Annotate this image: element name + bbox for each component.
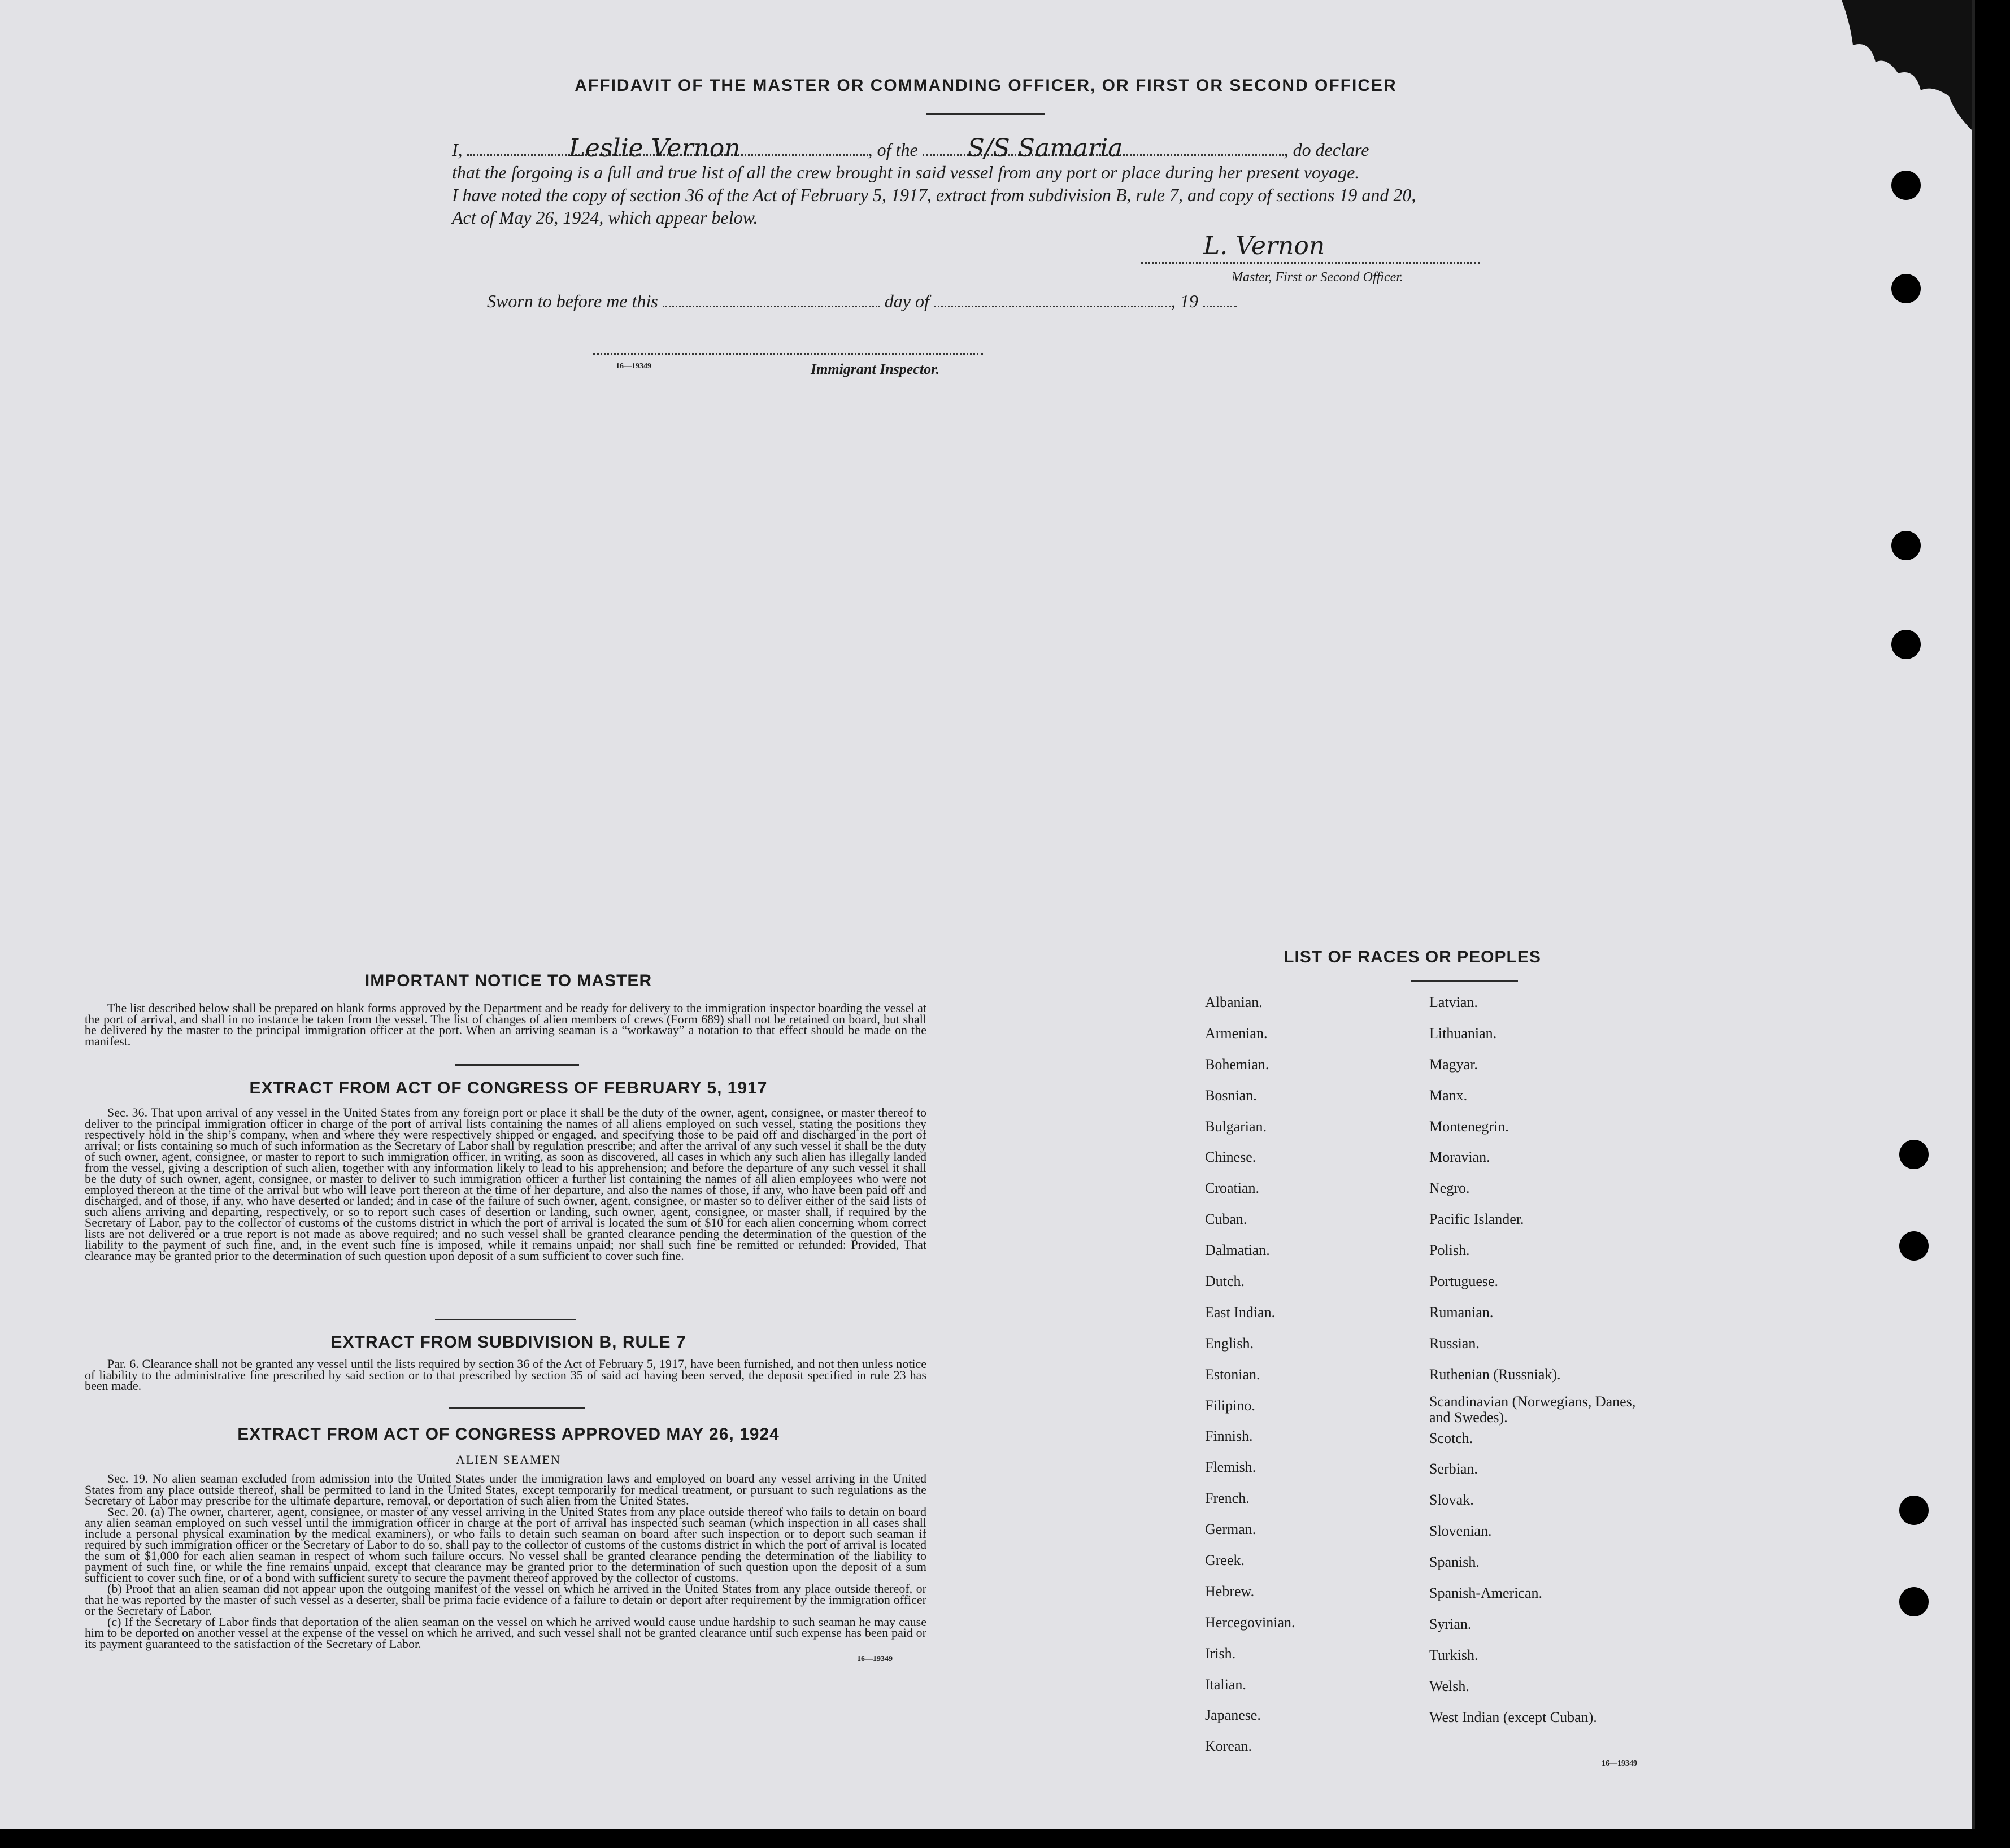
race-item: Russian. — [1429, 1335, 1480, 1352]
race-item: West Indian (except Cuban). — [1429, 1708, 1597, 1725]
sworn-year-field[interactable] — [1203, 306, 1237, 307]
section-divider — [449, 1407, 585, 1409]
race-item: Bulgarian. — [1205, 1118, 1267, 1135]
form-number: 16—19349 — [1602, 1759, 1637, 1768]
race-item: Polish. — [1429, 1242, 1470, 1259]
declaration-line-2: that the forgoing is a full and true list of all the crew brought in said vessel from any port or place during her present voyage. — [452, 162, 1360, 182]
master-name-handwritten: Leslie Vernon — [568, 134, 741, 163]
races-title: LIST OF RACES OR PEOPLES — [1284, 948, 1541, 966]
race-item: German. — [1205, 1521, 1256, 1538]
race-item: Portuguese. — [1429, 1273, 1499, 1290]
race-item: Rumanian. — [1429, 1304, 1494, 1320]
of-the-label: , of the — [868, 140, 918, 160]
race-item: Pacific Islander. — [1429, 1211, 1524, 1228]
inspector-caption: Immigrant Inspector. — [811, 361, 940, 377]
races-left-column — [1205, 994, 1295, 1769]
race-item: Magyar. — [1429, 1056, 1478, 1073]
race-item: Spanish-American. — [1429, 1585, 1543, 1602]
extract-rule7-title: EXTRACT FROM SUBDIVISION B, RULE 7 — [330, 1333, 686, 1352]
race-item: French. — [1205, 1490, 1250, 1507]
punch-hole — [1899, 1140, 1929, 1169]
form-number: 16—19349 — [616, 362, 651, 371]
race-item: Turkish. — [1429, 1646, 1478, 1663]
race-item: Slovenian. — [1429, 1523, 1492, 1540]
race-item: Cuban. — [1205, 1211, 1247, 1228]
punch-hole — [1899, 1231, 1929, 1261]
race-item: Flemish. — [1205, 1459, 1256, 1476]
race-item: Estonian. — [1205, 1366, 1260, 1383]
race-item: Bosnian. — [1205, 1087, 1257, 1104]
torn-corner — [1819, 0, 1972, 136]
section-divider — [455, 1064, 579, 1066]
race-item: Japanese. — [1205, 1707, 1261, 1724]
race-item: Korean. — [1205, 1738, 1252, 1755]
affidavit-title: AFFIDAVIT OF THE MASTER OR COMMANDING OFFICER, OR FIRST OR SECOND OFFICER — [575, 76, 1397, 95]
sec20b-paragraph: (b) Proof that an alien seaman did not appear upon the outgoing manifest of the vessel on which he arrived in the United States from any place outside thereof, or that he was reported by the master of such vessel as a deserter, shall be prima facie evidence of a failure to detain or deport after requirement by the immigration officer or the Secretary of Labor. — [85, 1581, 926, 1618]
declaration-line-4: Act of May 26, 1924, which appear below. — [452, 207, 758, 228]
race-item: Dalmatian. — [1205, 1242, 1270, 1259]
master-name-field[interactable] — [467, 134, 868, 163]
race-item: Montenegrin. — [1429, 1118, 1509, 1135]
punch-hole — [1891, 171, 1921, 200]
race-item: Italian. — [1205, 1676, 1246, 1693]
race-item: Ruthenian (Russniak). — [1429, 1366, 1561, 1383]
extract-1917-title: EXTRACT FROM ACT OF CONGRESS OF FEBRUARY 5, 1917 — [249, 1079, 768, 1097]
race-item: Filipino. — [1205, 1397, 1255, 1414]
race-item: Serbian. — [1429, 1461, 1478, 1477]
sec20a-paragraph: Sec. 20. (a) The owner, charterer, agent, consignee, or master of any vessel arriving in the United States from any place outside thereof who fails to detain on board any alien seaman employed on such vessel until the immigration officer in charge at the port of arrival has inspected such seaman (which inspection in all cases shall include a personal physical examination by the medical examiners), or who fails to detain such seaman on board after such inspection or to deport such seaman if required by such immigration officer or the Secretary of Labor to do so, shall pay to the collector of customs of the customs district in which the port of arrival is located the sum of $1,000 for each alien seaman in respect of whom such failure occurs. No vessel shall be granted clearance pending the determination of the liability to payment of such fine, or while the fine remains unpaid, except that clearance may be granted prior to the determination of such question upon the deposit of a sum sufficient to cover such fine, or of a bond with sufficient surety to secure the payment thereof approved by the collector of customs. — [85, 1504, 926, 1585]
sworn-line — [487, 291, 1237, 312]
declaration-line-1 — [452, 134, 1525, 163]
races-right-column — [1429, 994, 1644, 1740]
sec19-paragraph: Sec. 19. No alien seaman excluded from admission into the United States under the immigration laws and employed on board any vessel arriving in the United States from any place outside thereof, shall be permitted to land in the United States, except temporarily for medical treatment, or pursuant to such regulations as the Secretary of Labor may prescribe for the ultimate departure, removal, or deportation of such alien from the United States. — [85, 1471, 926, 1507]
punch-hole — [1891, 531, 1921, 560]
race-item: Hercegovinian. — [1205, 1614, 1295, 1631]
race-item: Greek. — [1205, 1552, 1245, 1569]
title-divider — [926, 113, 1045, 115]
race-item: Hebrew. — [1205, 1583, 1255, 1599]
race-item: Syrian. — [1429, 1615, 1472, 1632]
year-prefix: , 19 — [1171, 291, 1198, 311]
declaration-block — [452, 134, 1525, 229]
extract-1924-title: EXTRACT FROM ACT OF CONGRESS APPROVED MAY 26, 1924 — [237, 1425, 780, 1444]
inspector-signature-block — [593, 343, 989, 378]
race-item: Irish. — [1205, 1645, 1236, 1662]
race-item: Chinese. — [1205, 1149, 1256, 1166]
alien-seamen-subtitle: ALIEN SEAMEN — [456, 1453, 561, 1467]
race-item: Scotch. — [1429, 1429, 1473, 1446]
section-divider — [435, 1319, 576, 1320]
race-item: Finnish. — [1205, 1428, 1253, 1445]
race-item: Lithuanian. — [1429, 1025, 1497, 1041]
race-item: Spanish. — [1429, 1554, 1480, 1571]
punch-hole — [1899, 1496, 1929, 1525]
race-item: Croatian. — [1205, 1180, 1260, 1197]
race-item: Welsh. — [1429, 1677, 1469, 1694]
sworn-month-field[interactable] — [934, 306, 1171, 307]
punch-hole — [1891, 630, 1921, 659]
signature-caption: Master, First or Second Officer. — [1232, 270, 1403, 285]
race-item: Albanian. — [1205, 994, 1263, 1010]
race-item: Manx. — [1429, 1087, 1468, 1104]
sec20c-paragraph: (c) If the Secretary of Labor finds that deportation of the alien seaman on the vessel on which he arrived would cause undue hardship to such seaman he may cause him to be deported on another vessel at the expense of the vessel on which he arrived, and such vessel shall not be granted clearance until such expense has been paid or its payment guaranteed to the satisfaction of the Secretary of Labor. — [85, 1614, 926, 1651]
punch-hole — [1891, 274, 1921, 303]
declaration-intro: I, — [452, 140, 463, 160]
form-number: 16—19349 — [857, 1655, 893, 1663]
extract-1917-text — [85, 1107, 926, 1261]
race-item: East Indian. — [1205, 1304, 1276, 1320]
extract-1924-text — [85, 1473, 926, 1665]
extract-1917-paragraph: Sec. 36. That upon arrival of any vessel in the United States from any foreign port or place it shall be the duty of the owner, agent, consignee, or master thereof to deliver to the principal immigration officer in charge of the port of arrival lists containing the names of all aliens employed on such vessel, stating the positions they respectively hold in the ship’s company, when and where they were respectively shipped or engaged, and specifying those to be paid off and discharged in the port of arrival; or lists containing so much of such information as the Secretary of Labor shall by regulation prescribe; and after the arrival of any such vessel it shall be the duty of such owner, agent, consignee, or master to report to such immigration officer, in writing, as soon as discovered, all cases in which any such alien has illegally landed from the vessel, giving a description of such alien, together with any information likely to lead to his apprehension; and before the departure of any such vessel it shall be the duty of such owner, agent, consignee, or master to deliver to such immigration officer a further list containing the names of all alien employees who were not employed thereon at the time of the arrival but who will leave port thereon at the time of her departure, and also the names of those, if any, who have been paid off and discharged, and of those, if any, who have deserted or landed; and in case of the failure of such owner, agent, consignee, or master so to deliver either of the said lists of such aliens arriving and departing, respectively, or so to report such cases of desertion or landing, such owner, agent, consignee, or master shall, if required by the Secretary of Labor, pay to the collector of customs of the customs district in which the port of arrival is located the sum of $10 for each alien concerning whom correct lists are not delivered or a true report is not made as above required; and no such vessel shall be granted clearance pending the determination of the question of the liability to the payment of such fine, and, in the event such fine is imposed, while it remains unpaid; nor shall such fine be remitted or refunded: Provided, That clearance may be granted prior to the determination of such question upon deposit of a sum sufficient to cover such fine. — [85, 1105, 926, 1263]
race-item: Dutch. — [1205, 1273, 1245, 1290]
punch-hole — [1899, 1587, 1929, 1616]
notice-text — [85, 1003, 926, 1047]
extract-rule7-paragraph: Par. 6. Clearance shall not be granted any vessel until the lists required by section 36 of the Act of February 5, 1917, have been furnished, and not then unless notice of liability to the administrative fine prescribed by said section or to that prescribed by section 35 of said act having been served, the deposit specified in rule 23 has been made. — [85, 1357, 926, 1393]
declaration-line-3: I have noted the copy of section 36 of the Act of February 5, 1917, extract from subdivision B, rule 7, and copy of sections 19 and 20, — [452, 185, 1416, 205]
inspector-signature-field[interactable] — [593, 347, 983, 355]
signature-field[interactable] — [1141, 232, 1480, 264]
vessel-name-field[interactable] — [923, 134, 1284, 163]
do-declare-label: , do declare — [1284, 140, 1369, 160]
race-item: Latvian. — [1429, 994, 1478, 1010]
notice-title: IMPORTANT NOTICE TO MASTER — [364, 971, 652, 990]
master-signature: L. Vernon — [1203, 232, 1325, 260]
race-item: Slovak. — [1429, 1492, 1474, 1509]
race-item: Scandinavian (Norwegians, Danes, and Swedes). — [1429, 1393, 1636, 1426]
master-signature-block — [1141, 232, 1480, 285]
vessel-name-handwritten: S/S Samaria — [967, 134, 1123, 163]
notice-paragraph: The list described below shall be prepared on blank forms approved by the Department and be ready for delivery to the immigration inspector boarding the vessel at the port of arrival, and shall in no instance be taken from the vessel. The list of changes of alien members of crews (Form 689) shall not be retained on board, but shall be delivered by the master to the principal immigration officer at the port. When an arriving seaman is a “workaway” a notation to that effect should be made on the manifest. — [85, 1001, 926, 1048]
sworn-day-field[interactable] — [663, 306, 880, 307]
day-of-label: day of — [884, 291, 929, 311]
race-item: Moravian. — [1429, 1149, 1490, 1166]
race-item: Bohemian. — [1205, 1056, 1269, 1073]
race-item: Negro. — [1429, 1180, 1470, 1197]
race-item: Armenian. — [1205, 1025, 1268, 1041]
races-divider — [1411, 980, 1518, 982]
race-item: English. — [1205, 1335, 1254, 1352]
extract-rule7-text — [85, 1358, 926, 1392]
sworn-label: Sworn to before me this — [487, 291, 658, 311]
